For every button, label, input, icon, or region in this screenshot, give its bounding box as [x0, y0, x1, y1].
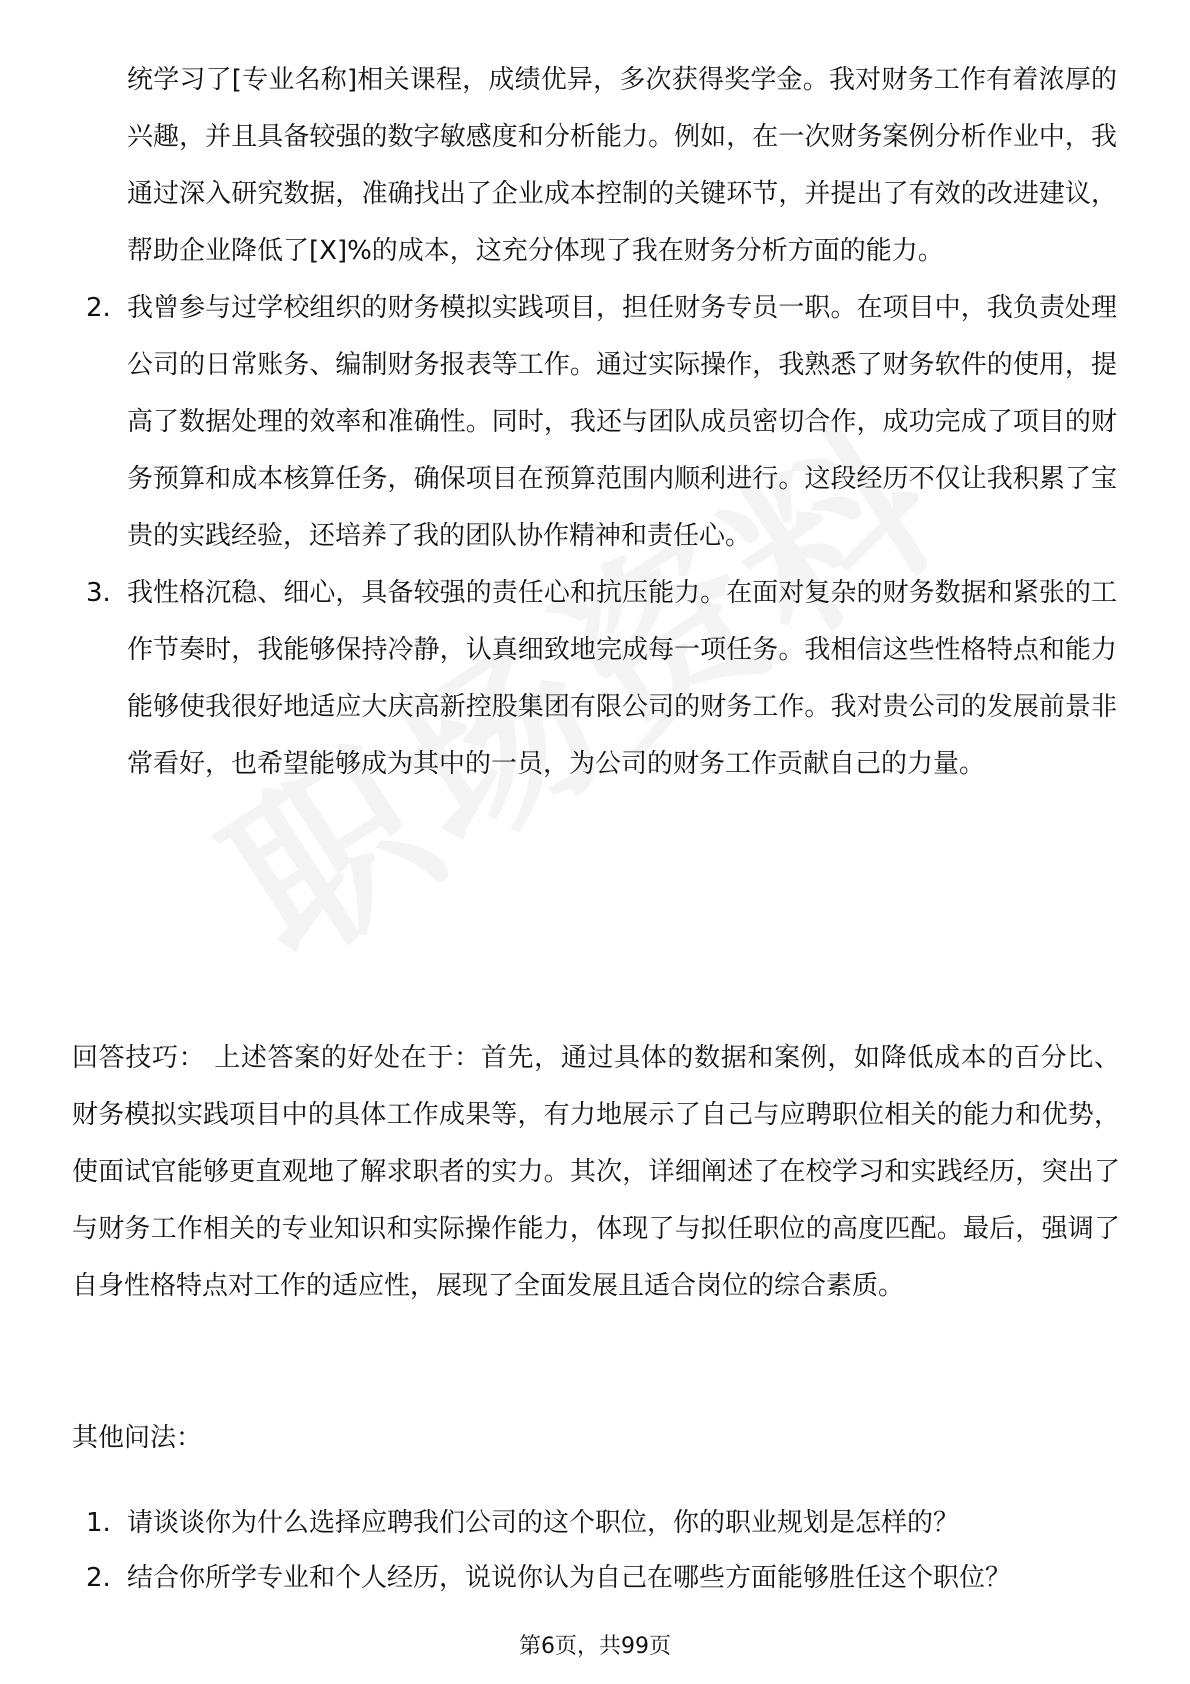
- page-top-edge: [0, 0, 1190, 52]
- list-item: [0, 1496, 1117, 1551]
- list-number: 2.: [86, 293, 111, 323]
- page-footer: 第6页，共99页: [519, 1634, 671, 1659]
- list-number: 3.: [86, 578, 111, 608]
- question-text: 结合你所学专业和个人经历，说说你认为自己在哪些方面能够胜任这个职位？: [127, 1563, 1012, 1593]
- other-questions-heading: 其他问法：: [72, 1423, 203, 1453]
- list-number: 1.: [86, 1508, 111, 1538]
- list-item: [0, 280, 1117, 565]
- list-item: [0, 1551, 1117, 1606]
- answer-tips: 回答技巧： 上述答案的好处在于：首先，通过具体的数据和案例，如降低成本的百分比、财务模拟实践项目中的具体工作成果等，有力地展示了自己与应聘职位相关的能力和优势，使面试官能够更直观地了解求职者的实力。其次，详细阐述了在校学习和实践经历，突出了与财务工作相关的专业知识和实际操作能力，体现了与拟任职位的高度匹配。最后，强调了自身性格特点对工作的适应性，展现了全面发展且适合岗位的综合素质。: [72, 1043, 1120, 1301]
- question-text: 请谈谈你为什么选择应聘我们公司的这个职位，你的职业规划是怎样的？: [127, 1508, 960, 1538]
- answer-list: [0, 52, 1190, 793]
- list-item: [0, 565, 1117, 793]
- list-number: 2.: [86, 1563, 111, 1593]
- answer-paragraph: 我曾参与过学校组织的财务模拟实践项目，担任财务专员一职。在项目中，我负责处理公司的日常账务、编制财务报表等工作。通过实际操作，我熟悉了财务软件的使用，提高了数据处理的效率和准确性。同时，我还与团队成员密切合作，成功完成了项目的财务预算和成本核算任务，确保项目在预算范围内顺利进行。这段经历不仅让我积累了宝贵的实践经验，还培养了我的团队协作精神和责任心。: [127, 293, 1117, 551]
- answer-paragraph: 统学习了[专业名称]相关课程，成绩优异，多次获得奖学金。我对财务工作有着浓厚的兴趣，并且具备较强的数字敏感度和分析能力。例如，在一次财务案例分析作业中，我通过深入研究数据，准确找出了企业成本控制的关键环节，并提出了有效的改进建议，帮助企业降低了[X]%的成本，这充分体现了我在财务分析方面的能力。: [127, 65, 1117, 266]
- other-questions-list: [0, 1496, 1190, 1606]
- answer-paragraph: 我性格沉稳、细心，具备较强的责任心和抗压能力。在面对复杂的财务数据和紧张的工作节奏时，我能够保持冷静，认真细致地完成每一项任务。我相信这些性格特点和能力能够使我很好地适应大庆高新控股集团有限公司的财务工作。我对贵公司的发展前景非常看好，也希望能够成为其中的一员，为公司的财务工作贡献自己的力量。: [127, 578, 1117, 779]
